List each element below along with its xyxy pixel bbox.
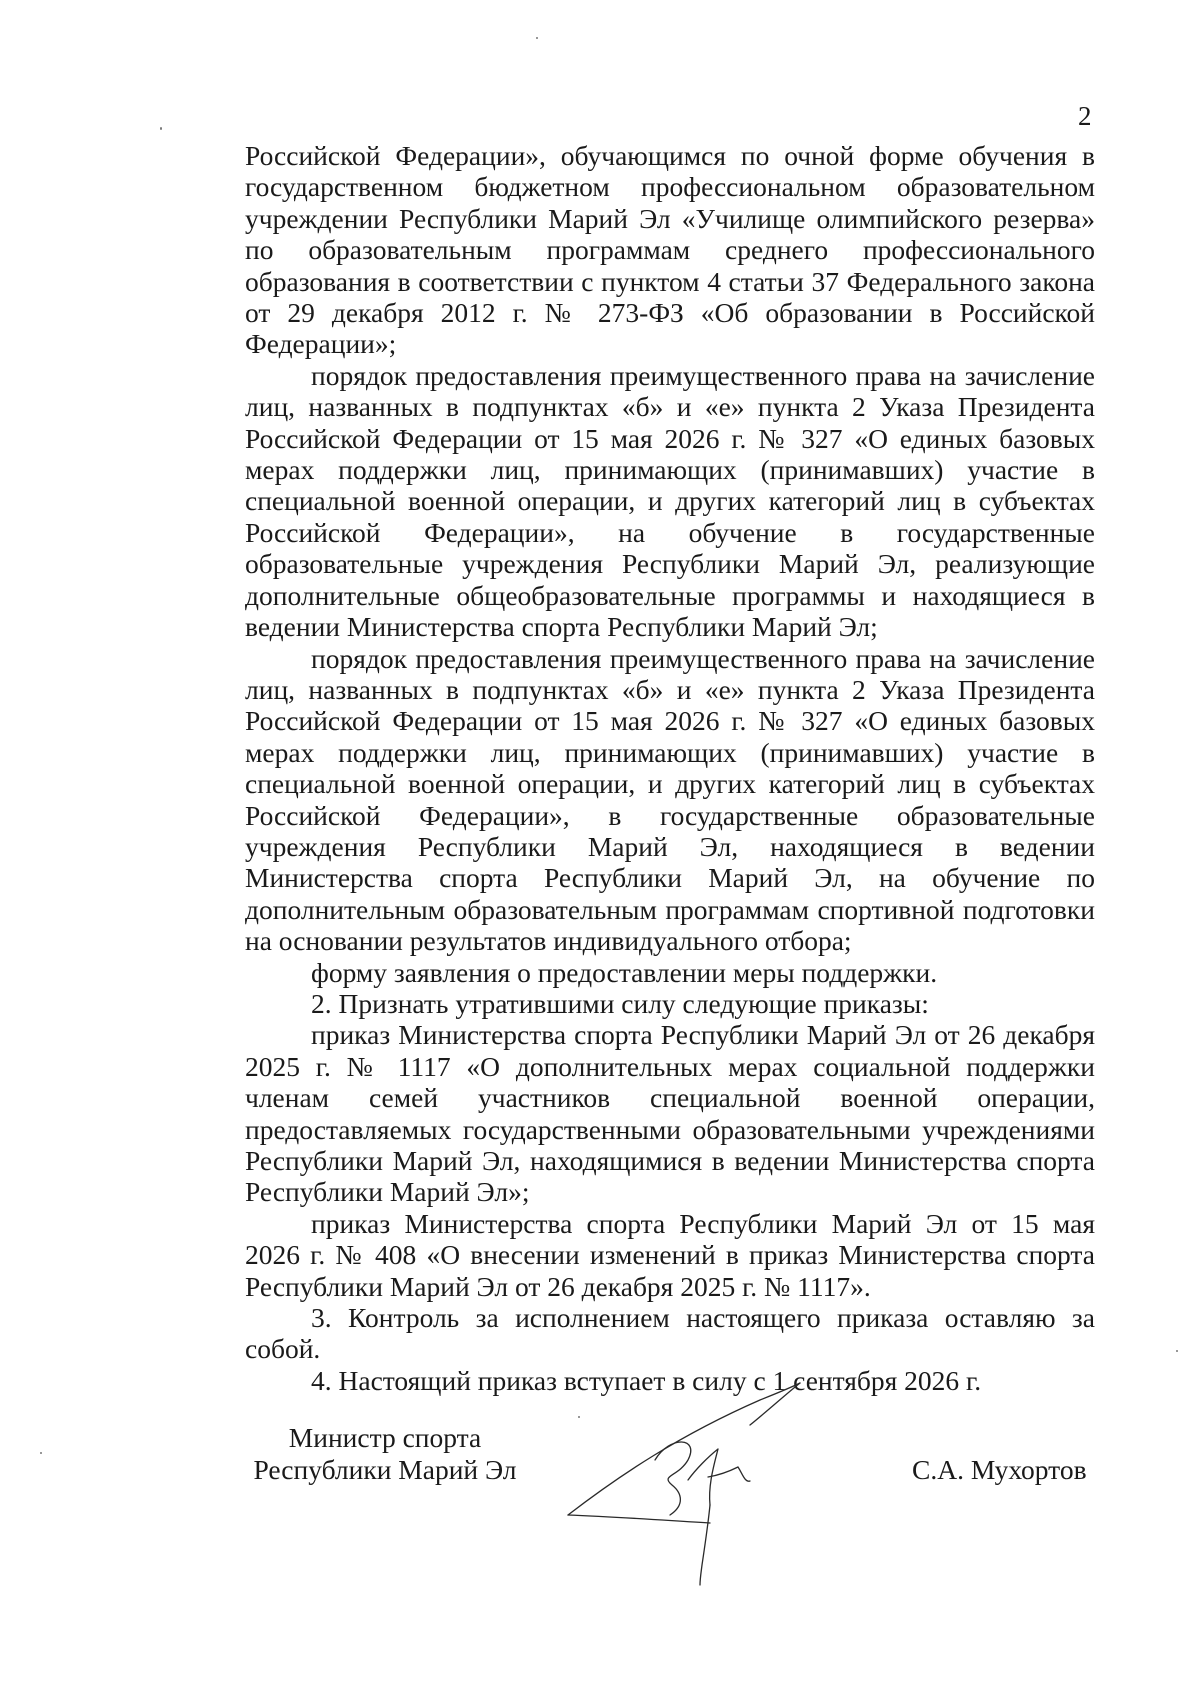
scan-speck — [536, 37, 538, 39]
document-body — [245, 140, 1095, 1396]
paragraph-1: Российской Федерации», обучающимся по очной форме обучения в государственном бюджетном профессиональном образовательном учреждении Республики Марий Эл «Училище олимпийского резерва» по образовательным программам среднего профессионального образования в соответствии с пунктом 4 статьи 37 Федерального закона от 29 декабря 2012 г. № 273-ФЗ «Об образовании в Российской Федерации»; — [245, 140, 1095, 360]
paragraph-8: 3. Контроль за исполнением настоящего приказа оставляю за собой. — [245, 1302, 1095, 1365]
signer-position-line-1: Министр спорта — [288, 1422, 482, 1453]
paragraph-9: 4. Настоящий приказ вступает в силу с 1 сентября 2026 г. — [311, 1364, 982, 1396]
paragraph-3: порядок предоставления преимущественного права на зачисление лиц, названных в подпунктах «б» и «е» пункта 2 Указа Президента Российской Федерации от 15 мая 2026 г. № 327 «О единых базовых мерах поддержки лиц, принимающих (принимавших) участие в специальной военной операции, и других категорий лиц в субъектах Российской Федерации», в государственные образовательные учреждения Республики Марий Эл, находящиеся в ведении Министерства спорта Республики Марий Эл, на обучение по дополнительным образовательным программам спортивной подготовки на основании результатов индивидуального отбора; — [245, 642, 1095, 957]
paragraph-2: порядок предоставления преимущественного права на зачисление лиц, названных в подпунктах «б» и «е» пункта 2 Указа Президента Российской Федерации от 15 мая 2026 г. № 327 «О единых базовых мерах поддержки лиц, принимающих (принимавших) участие в специальной военной операции, и других категорий лиц в субъектах Российской Федерации», на обучение в государственные образовательные учреждения Республики Марий Эл, реализующие дополнительные общеобразовательные программы и находящиеся в ведении Министерства спорта Республики Марий Эл; — [245, 359, 1095, 643]
paragraph-5: 2. Признать утратившими силу следующие приказы: — [311, 987, 929, 1019]
handwritten-signature — [560, 1365, 830, 1595]
signer-position — [235, 1422, 535, 1486]
paragraph-4: форму заявления о предоставлении меры поддержки. — [311, 956, 938, 988]
scan-speck — [1176, 1350, 1178, 1352]
page-number: 2 — [1078, 101, 1092, 131]
paragraph-6: приказ Министерства спорта Республики Марий Эл от 26 декабря 2025 г. № 1117 «О дополнительных мерах социальной поддержки членам семей участников специальной военной операции, предоставляемых государственными образовательными учреждениями Республики Марий Эл, находящимися в ведении Министерства спорта Республики Марий Эл»; — [245, 1019, 1095, 1208]
scan-speck — [160, 127, 162, 130]
signer-position-line-2: Республики Марий Эл — [253, 1454, 517, 1485]
paragraph-7: приказ Министерства спорта Республики Марий Эл от 15 мая 2026 г. № 408 «О внесении изменений в приказ Министерства спорта Республики Марий Эл от 26 декабря 2025 г. № 1117». — [245, 1207, 1095, 1302]
scan-speck — [578, 1416, 580, 1418]
scan-speck — [40, 1452, 42, 1454]
signer-name: С.А. Мухортов — [912, 1454, 1087, 1485]
